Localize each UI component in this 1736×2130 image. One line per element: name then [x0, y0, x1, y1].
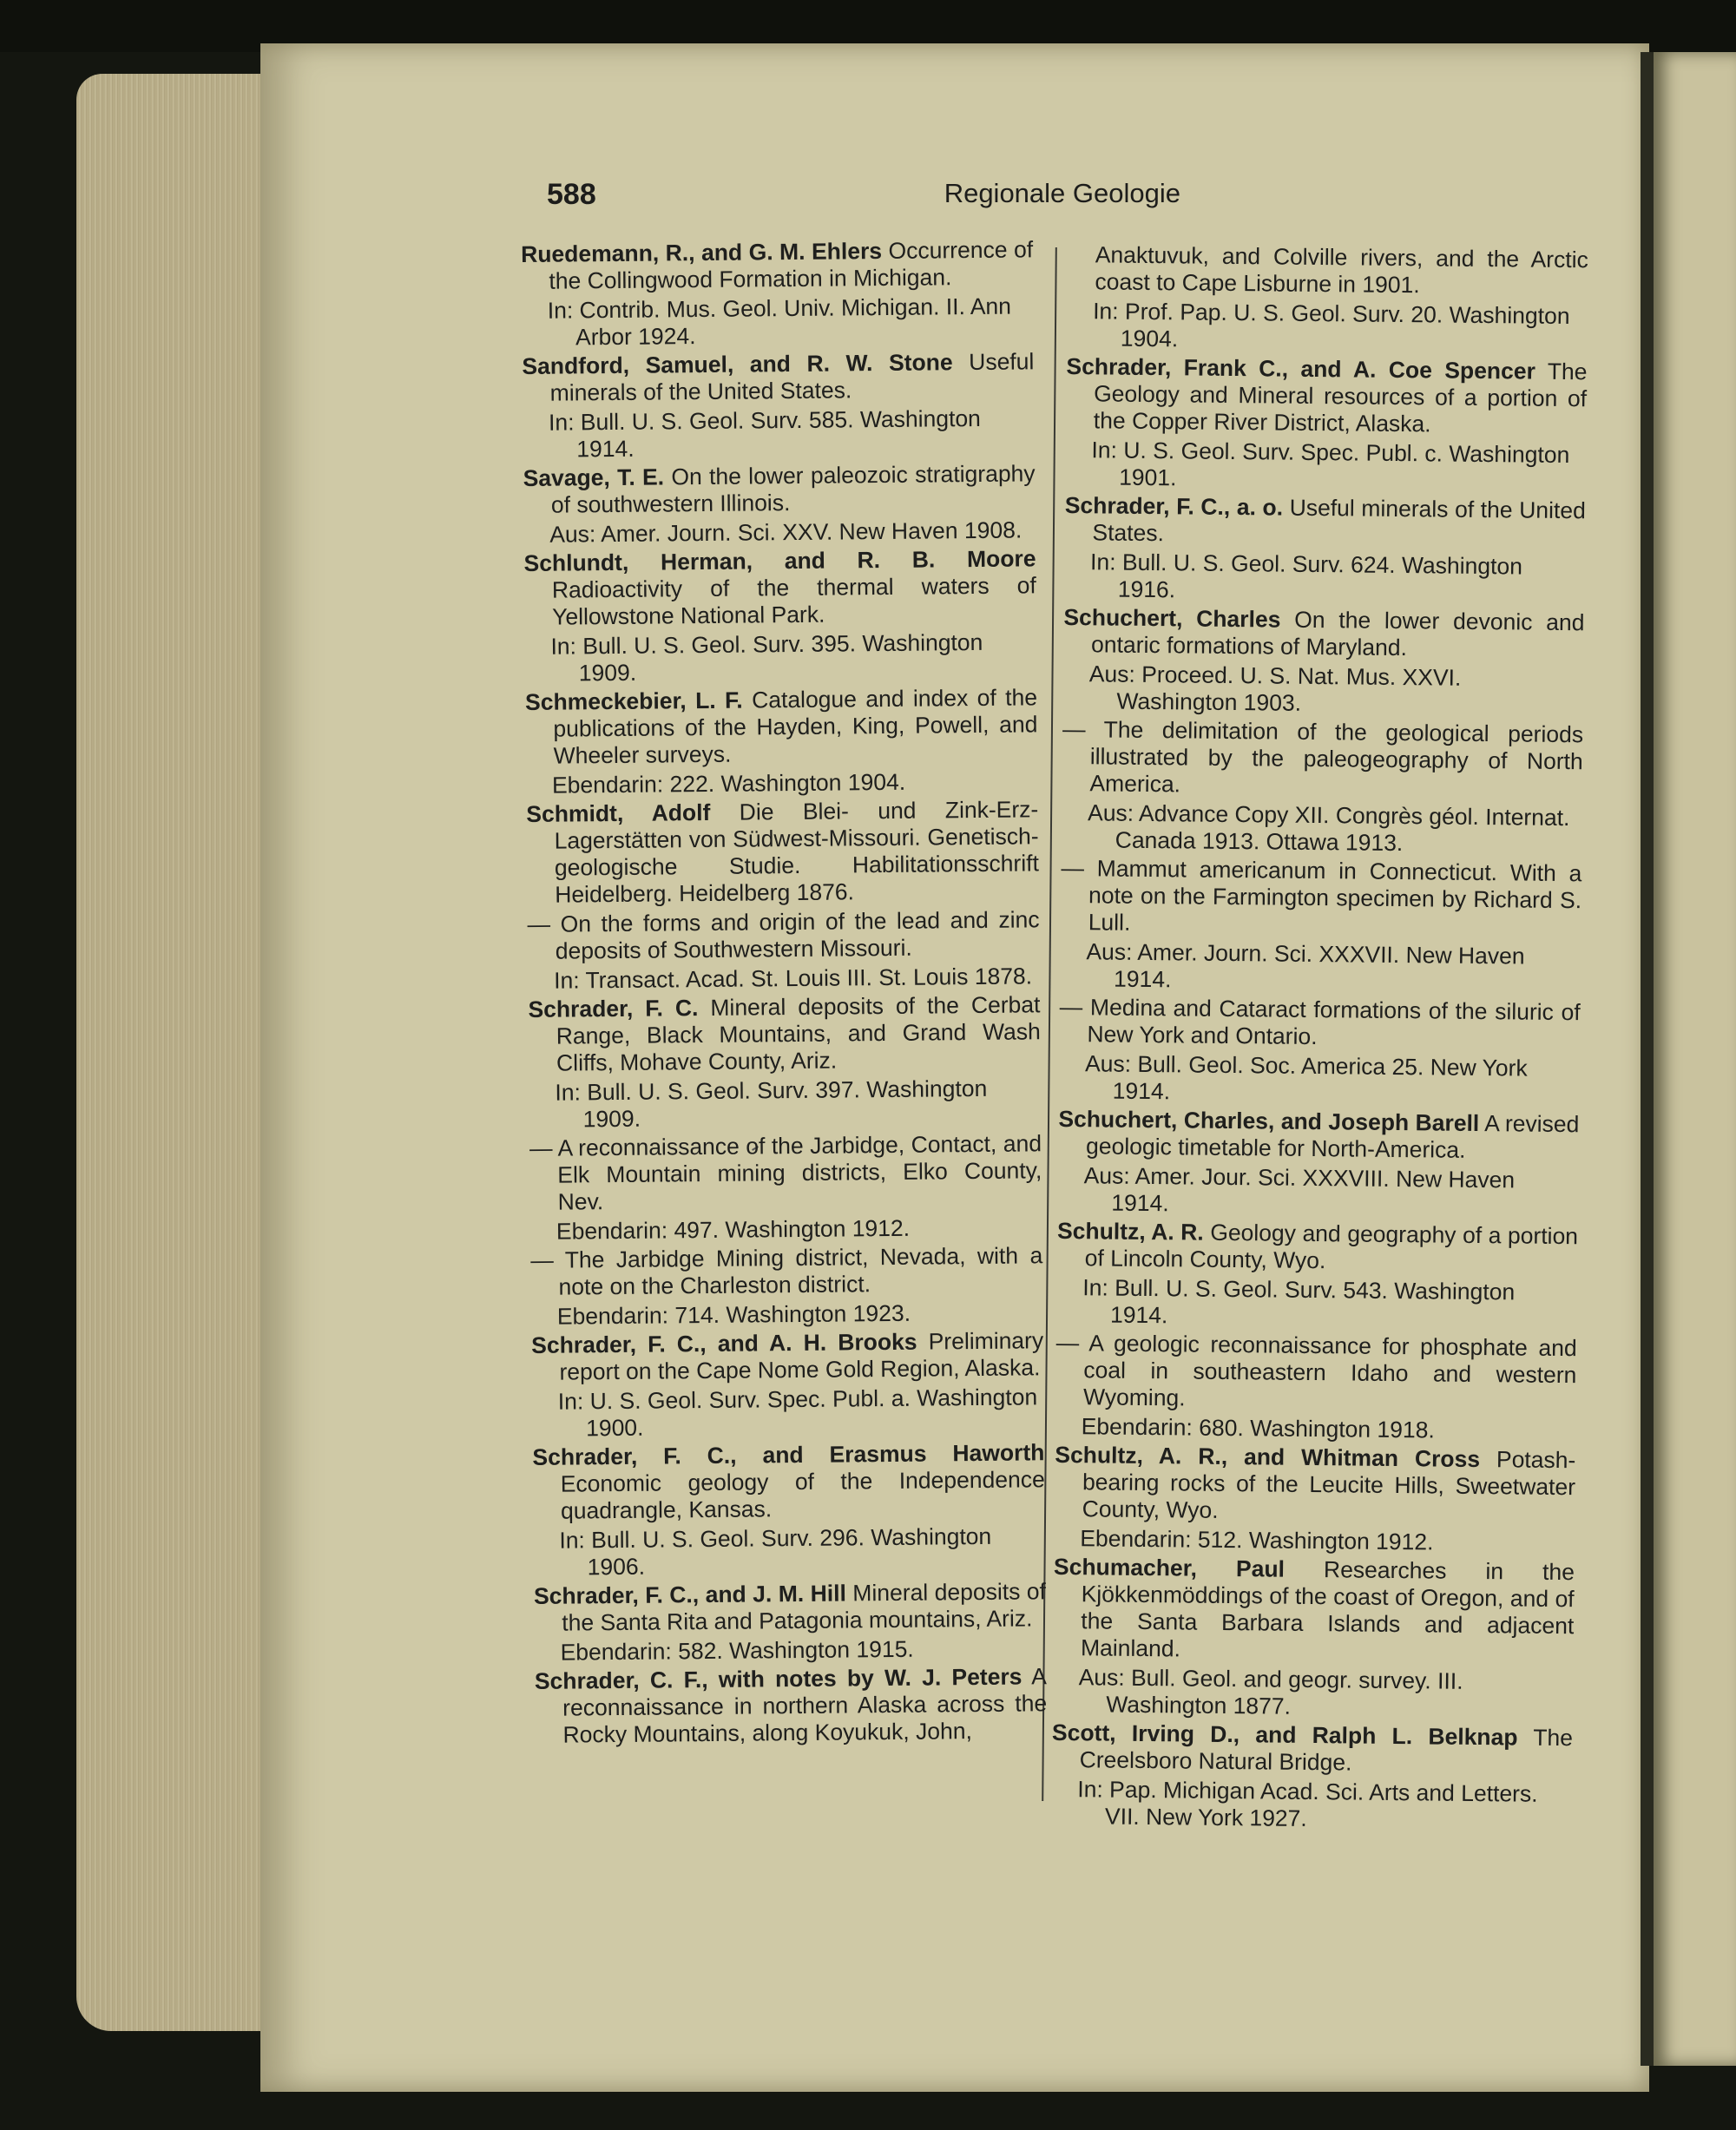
entry-publication: Ebendarin: 512. Washington 1912.: [1080, 1525, 1434, 1555]
bibliography-entry: [522, 348, 1035, 407]
bibliography-entry: [1053, 1554, 1575, 1667]
entry-publication: In: Bull. U. S. Geol. Surv. 543. Washington 1914.: [1082, 1274, 1516, 1329]
bibliography-entry: [534, 1578, 1047, 1637]
entry-publication: Ebendarin: 222. Washington 1904.: [551, 768, 906, 799]
bibliography-entry: [1067, 241, 1588, 300]
entry-author: Schlundt, Herman, and R. B. Moore: [523, 545, 1036, 576]
bibliography-entry: [523, 460, 1036, 519]
bibliography-entry: [1055, 1330, 1577, 1416]
bibliography-entry: [1057, 1218, 1579, 1277]
entry-author: Schmeckebier, L. F.: [524, 687, 743, 715]
entry-title: Radioactivity of the thermal waters of Yellowstone National Park.: [551, 572, 1036, 630]
bibliography-entry: [1062, 716, 1583, 802]
entry-author: Schrader, C. F., with notes by W. J. Peters: [534, 1663, 1023, 1694]
entry-publication: Aus: Amer. Jour. Sci. XXXVIII. New Haven 1914.: [1083, 1162, 1516, 1217]
entry-author: Schrader, F. C., a. o.: [1064, 491, 1284, 521]
bibliography-entry: [528, 991, 1041, 1077]
entry-publication: In: Transact. Acad. St. Louis III. St. Louis 1878.: [554, 963, 1033, 994]
bibliography-entry: [1059, 994, 1581, 1053]
running-title: Regionale Geologie: [944, 178, 1180, 208]
entry-publication: Aus: Bull. Geol. Soc. America 25. New York 1914.: [1084, 1050, 1528, 1105]
entry-author: Schmidt, Adolf: [526, 799, 711, 827]
entry-title: Geology and geography of a portion of Lincoln County, Wyo.: [1084, 1219, 1579, 1274]
bibliography-entry: [530, 1242, 1043, 1301]
entry-title: Anaktuvuk, and Colville rivers, and the Arctic coast to Cape Lisburne in 1901.: [1095, 241, 1588, 299]
bibliography-entry: [532, 1439, 1045, 1525]
entry-author: Schrader, F. C., and Erasmus Haworth: [532, 1439, 1045, 1470]
entry-author: Sandford, Samuel, and R. W. Stone: [522, 349, 953, 379]
bibliography-entry: [1055, 1442, 1576, 1528]
entry-title: A reconnaissance in northern Alaska across the Rocky Mountains, along Koyukuk, John,: [562, 1663, 1048, 1748]
entry-title: — A geologic reconnaissance for phosphate and coal in southeastern Idaho and western Wyoming.: [1055, 1329, 1577, 1411]
page-header: [547, 178, 1180, 221]
entry-author: Ruedemann, R., and G. M. Ehlers: [521, 238, 883, 267]
entry-title: Mineral deposits of the Cerbat Range, Black Mountains, and Grand Wash Cliffs, Mohave County, Ariz.: [556, 991, 1041, 1076]
entry-publication: Aus: Advance Copy XII. Congrès géol. Internat. Canada 1913. Ottawa 1913.: [1087, 799, 1570, 857]
entry-publication: In: Bull. U. S. Geol. Surv. 624. Washington 1916.: [1089, 549, 1523, 603]
entry-author: Savage, T. E.: [523, 463, 665, 491]
entry-title: — The Jarbidge Mining district, Nevada, with a note on the Charleston district.: [530, 1242, 1043, 1300]
entry-title: On the lower devonic and ontaric formations of Maryland.: [1090, 606, 1585, 661]
entry-author: Schrader, F. C., and J. M. Hill: [533, 1580, 847, 1609]
entry-publication: Ebendarin: 680. Washington 1918.: [1081, 1413, 1435, 1443]
entry-publication: Aus: Proceed. U. S. Nat. Mus. XXVI. Washington 1903.: [1088, 661, 1462, 716]
bibliography-entry: [526, 796, 1039, 909]
bibliography-entry: [1063, 604, 1585, 663]
entry-title: Researches in the Kjökkenmöddings of the coast of Oregon, and of the Santa Barbara Islands and adjacent Mainland.: [1080, 1556, 1575, 1662]
bibliography-entry: [521, 236, 1034, 295]
entry-title: Occurrence of the Collingwood Formation in Michigan.: [549, 236, 1034, 294]
entry-title: Useful minerals of the United States.: [1092, 494, 1586, 547]
entry-publication: Ebendarin: 582. Washington 1915.: [560, 1635, 914, 1666]
entry-publication: In: Bull. U. S. Geol. Surv. 397. Washington 1909.: [555, 1075, 988, 1133]
bibliography-entry: [527, 906, 1040, 965]
entry-title: On the lower paleozoic stratigraphy of southwestern Illinois.: [550, 460, 1036, 518]
facing-page: [1654, 52, 1736, 2066]
entry-title: — A reconnaissance of the Jarbidge, Contact, and Elk Mountain mining districts, Elko County, Nev.: [529, 1130, 1042, 1215]
entry-title: Useful minerals of the United States.: [549, 348, 1035, 406]
bibliography-entry: [1061, 855, 1582, 941]
entry-title: Potash-bearing rocks of the Leucite Hills, Sweetwater County, Wyo.: [1082, 1446, 1576, 1523]
entry-title: — The delimitation of the geological periods illustrated by the paleogeography of North America.: [1062, 715, 1584, 798]
page-number: 588: [547, 178, 596, 211]
entry-publication: In: Bull. U. S. Geol. Surv. 395. Washington 1909.: [550, 628, 983, 687]
entry-publication: In: Prof. Pap. U. S. Geol. Surv. 20. Washington 1904.: [1093, 298, 1570, 352]
entry-title: Catalogue and index of the publications of the Hayden, King, Powell, and Wheeler surveys.: [553, 684, 1038, 769]
entry-publication: In: Contrib. Mus. Geol. Univ. Michigan. II. Ann Arbor 1924.: [547, 293, 1012, 351]
bibliography-entry: [1064, 492, 1586, 551]
right-column: [1051, 241, 1588, 1837]
bibliography-entry: [529, 1130, 1042, 1216]
entry-publication: Aus: Amer. Journ. Sci. XXXVII. New Haven 1914.: [1086, 938, 1525, 993]
entry-publication: Ebendarin: 497. Washington 1912.: [556, 1214, 911, 1245]
entry-title: — On the forms and origin of the lead and zinc deposits of Southwestern Missouri.: [527, 906, 1040, 964]
entry-publication: In: Pap. Michigan Acad. Sci. Arts and Letters. VII. New York 1927.: [1077, 1776, 1538, 1831]
entry-publication: In: U. S. Geol. Surv. Spec. Publ. a. Washington 1900.: [557, 1384, 1038, 1442]
bibliography-entry: [525, 684, 1038, 770]
entry-title: The Geology and Mineral resources of a portion of the Copper River District, Alaska.: [1093, 358, 1588, 437]
bibliography-entry: [535, 1663, 1048, 1749]
entry-publication: Ebendarin: 714. Washington 1923.: [556, 1299, 911, 1330]
bibliography-entry: [531, 1327, 1044, 1386]
entry-title: A revised geologic timetable for North-America.: [1085, 1110, 1580, 1163]
entry-title: Die Blei- und Zink-Erz-Lagerstätten von Südwest-Missouri. Genetisch-geologische Studie. Habilitationsschrift Heidelberg. Heidelberg 1876.: [554, 796, 1040, 908]
entry-publication: In: U. S. Geol. Surv. Spec. Publ. c. Washington 1901.: [1091, 437, 1570, 491]
bibliography-entry: [1052, 1719, 1574, 1778]
entry-author: Schuchert, Charles, and Joseph Barell: [1058, 1105, 1480, 1137]
entry-author: Schrader, F. C.: [528, 995, 699, 1022]
entry-author: Scott, Irving D., and Ralph L. Belknap: [1051, 1719, 1518, 1751]
entry-title: Mineral deposits of the Santa Rita and Patagonia mountains, Ariz.: [562, 1578, 1047, 1636]
entry-title: Preliminary report on the Cape Nome Gold Region, Alaska.: [559, 1327, 1044, 1385]
entry-author: Schumacher, Paul: [1053, 1553, 1286, 1582]
entry-title: Economic geology of the Independence quadrangle, Kansas.: [560, 1466, 1045, 1524]
entry-author: Schultz, A. R., and Whitman Cross: [1055, 1441, 1481, 1473]
entry-title: — Mammut americanum in Connecticut. With a note on the Farmington specimen by Richard S. Lull.: [1061, 854, 1582, 936]
left-column: [521, 236, 1048, 1752]
bibliography-entry: [523, 545, 1036, 631]
entry-author: Schrader, F. C., and A. H. Brooks: [531, 1328, 917, 1358]
entry-publication: Aus: Amer. Journ. Sci. XXV. New Haven 1908.: [549, 516, 1023, 548]
entry-publication: Aus: Bull. Geol. and geogr. survey. III. Washington 1877.: [1078, 1664, 1463, 1719]
entry-author: Schultz, A. R.: [1056, 1217, 1204, 1246]
entry-author: Schrader, Frank C., and A. Coe Spencer: [1066, 352, 1536, 385]
entry-author: Schuchert, Charles: [1063, 603, 1281, 633]
entry-title: The Creelsboro Natural Bridge.: [1079, 1724, 1574, 1776]
entry-publication: In: Bull. U. S. Geol. Surv. 585. Washington 1914.: [548, 404, 981, 463]
bibliography-entry: [1066, 353, 1588, 439]
entry-title: — Medina and Cataract formations of the siluric of New York and Ontario.: [1059, 993, 1581, 1050]
entry-publication: In: Bull. U. S. Geol. Surv. 296. Washington 1906.: [559, 1522, 992, 1581]
bibliography-entry: [1058, 1106, 1580, 1165]
